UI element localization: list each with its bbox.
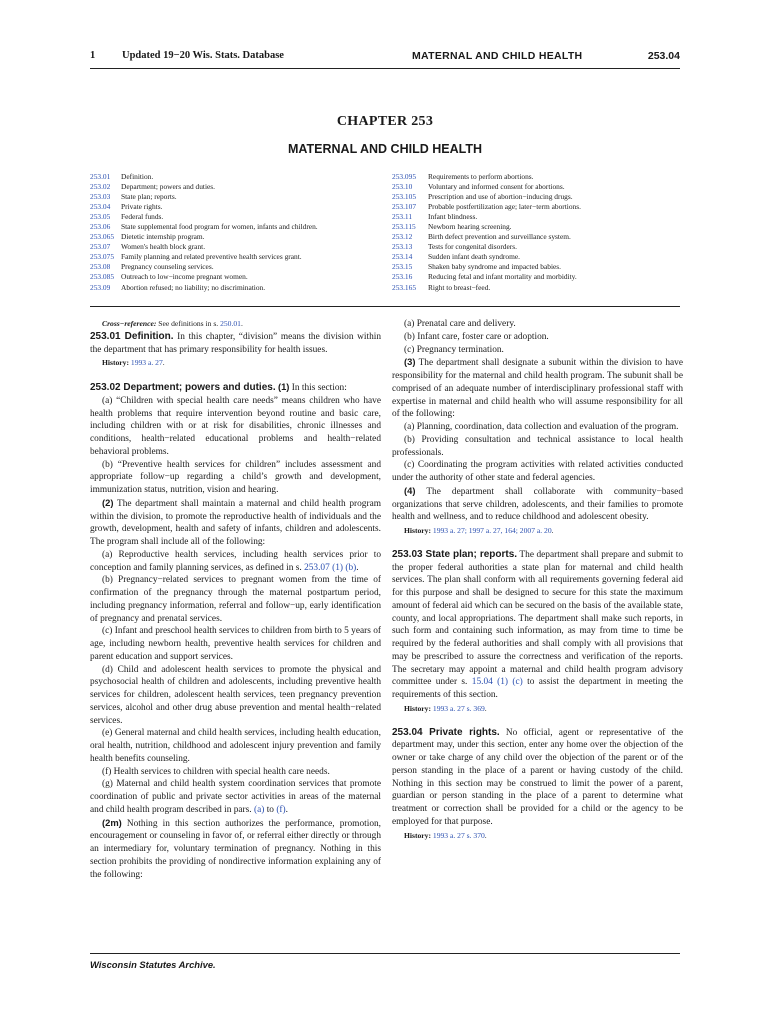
paragraph: (b) Providing consultation and technical assistance to local health professionals. (392, 434, 683, 458)
toc-entry[interactable] (90, 192, 318, 202)
toc-section-number[interactable]: 253.16 (392, 272, 413, 282)
toc-section-number[interactable]: 253.075 (90, 252, 115, 262)
toc-section-title: Women's health block grant. (121, 242, 206, 252)
toc-entry[interactable] (90, 232, 318, 242)
toc-entry[interactable] (392, 212, 581, 222)
cross-reference-link[interactable]: 250.01 (220, 319, 241, 328)
section-253-02: 253.02 Department; powers and duties. (1) In this section: (90, 381, 347, 393)
paragraph: (f) Health services to children with special health care needs. (102, 766, 330, 777)
toc-section-number[interactable]: 253.03 (90, 192, 111, 202)
paragraph: (e) General maternal and child health services, including health education, oral health, nutrition, childhood and adolescent injury prevention and family health benefits counseling. (90, 728, 381, 764)
toc-section-number[interactable]: 253.105 (392, 192, 417, 202)
toc-section-number[interactable]: 253.04 (90, 202, 111, 212)
toc-entry[interactable] (90, 202, 318, 212)
history-note: History: 1993 a. 27; 1997 a. 27, 164; 2007 a. 20. (404, 526, 554, 535)
toc-entry[interactable] (392, 262, 581, 272)
paragraph: (a) “Children with special health care needs” means children who have health problems that require intervention beyond routine and basic care, including children with or at risk for disabilities, chronic illnesses and conditions, health−related educational problems and health−related behavioral problems. (90, 395, 381, 457)
toc-section-number[interactable]: 253.06 (90, 222, 111, 232)
cross-reference: Cross−reference: See definitions in s. 250.01. (102, 319, 243, 328)
toc-section-number[interactable]: 253.09 (90, 282, 111, 292)
toc-entry[interactable] (392, 283, 581, 293)
toc-section-title: Right to breast−feed. (428, 282, 491, 292)
toc-section-title: Private rights. (121, 202, 163, 212)
toc-section-title: Probable postfertilization age; later−term abortions. (428, 202, 581, 212)
paragraph: (b) “Preventive health services for children” includes assessment and appropriate follow−up regarding a child’s growth and development, immunization status, nutrition, vision and hearing. (90, 459, 381, 495)
toc-section-number[interactable]: 253.13 (392, 242, 413, 252)
paragraph: (c) Pregnancy termination. (404, 344, 504, 355)
paragraph: (a) Prenatal care and delivery. (404, 319, 516, 329)
toc-section-number[interactable]: 253.05 (90, 212, 111, 222)
toc-section-number[interactable]: 253.07 (90, 242, 111, 252)
toc-entry[interactable] (90, 272, 318, 282)
toc-section-title: Family planning and related preventive health services grant. (121, 252, 302, 262)
toc-entry[interactable] (90, 283, 318, 293)
toc-section-title: Department; powers and duties. (121, 182, 215, 192)
toc-section-title: Abortion refused; no liability; no discrimination. (121, 282, 266, 292)
toc-section-title: Reducing fetal and infant mortality and morbidity. (428, 272, 577, 282)
toc-entry[interactable] (392, 232, 581, 242)
history-note: History: 1993 a. 27 s. 369. (404, 703, 487, 713)
toc-entry[interactable] (90, 262, 318, 272)
toc-section-number[interactable]: 253.12 (392, 232, 413, 242)
toc-section-title: Birth defect prevention and surveillance system. (428, 232, 571, 242)
left-column (90, 318, 381, 881)
statute-link[interactable]: (f) (276, 804, 286, 815)
paragraph: (b) Infant care, foster care or adoption. (404, 331, 549, 342)
paragraph: (3) The department shall designate a subunit within the division to have responsibility for the maternal and child health program. The subunit shall be comprised of an adequate number of interdisciplinary professional staff with expertise in maternal and child health who will assume responsibility for all of the following: (392, 356, 683, 420)
toc-entry[interactable] (90, 172, 318, 182)
section-heading: 253.04 Private rights. (392, 726, 500, 738)
toc-section-title: State plan; reports. (121, 192, 177, 202)
history-note: History: 1993 a. 27 s. 370. (404, 830, 487, 840)
toc-section-title: Pregnancy counseling services. (121, 262, 214, 272)
toc-entry[interactable] (392, 242, 581, 252)
toc-section-number[interactable]: 253.065 (90, 232, 115, 242)
toc-entry[interactable] (392, 222, 581, 232)
toc-section-number[interactable]: 253.085 (90, 272, 115, 282)
toc-section-title: Newborn hearing screening. (428, 222, 512, 232)
statute-link[interactable]: 15.04 (1) (c) (471, 677, 523, 688)
toc-section-number[interactable]: 253.107 (392, 202, 417, 212)
toc-section-number[interactable]: 253.02 (90, 182, 111, 192)
paragraph: (g) Maternal and child health system coordination services that promote coordination of public and private sector activities in areas of the maternal and child health program described in pars. (a) to (f). (90, 779, 381, 815)
section-heading: 253.01 Definition. (90, 330, 174, 342)
paragraph: (a) Planning, coordination, data collection and evaluation of the program. (404, 422, 679, 432)
toc-section-title: Shaken baby syndrome and impacted babies. (428, 262, 561, 272)
history-note: History: 1993 a. 27. (102, 358, 165, 368)
toc-section-number[interactable]: 253.15 (392, 262, 413, 272)
toc-section-title: Prescription and use of abortion−inducing drugs. (428, 192, 573, 202)
toc-entry[interactable] (392, 272, 581, 282)
header-rule (90, 68, 680, 69)
toc-section-title: Sudden infant death syndrome. (428, 252, 520, 262)
database-version: Updated 19−20 Wis. Stats. Database (122, 50, 284, 61)
toc-section-title: Requirements to perform abortions. (428, 172, 534, 181)
toc-entry[interactable] (392, 182, 581, 192)
toc-section-title: State supplemental food program for women, infants and children. (121, 222, 318, 232)
section-253-01: 253.01 Definition. In this chapter, “division” means the division within the department that has primary responsibility for health issues. (90, 330, 382, 355)
paragraph: (4) The department shall collaborate with community−based organizations that serve children, adolescents, and their families to promote health and wellness, and to reduce childhood and adolescent obesity. (392, 484, 683, 523)
footer-archive-label: Wisconsin Statutes Archive. (90, 959, 216, 970)
toc-section-title: Dietetic internship program. (121, 232, 205, 242)
toc-entry[interactable] (90, 182, 318, 192)
paragraph: (c) Coordinating the program activities with related activities conducted under the authority of other state and federal agencies. (392, 460, 683, 483)
section-heading: 253.03 State plan; reports. (392, 548, 518, 560)
toc-entry[interactable] (392, 172, 581, 182)
paragraph: (2m) Nothing in this section authorizes the performance, promotion, encouragement or counseling in favor of, or referral either directly or through an intermediary for, voluntary termination of pregnancy. Nothing in this section prohibits the providing of nondirective information explaining any of the following: (90, 816, 381, 880)
section-253-04: 253.04 Private rights. No official, agent or representative of the department may, under this section, enter any home over the objection of the owner or take charge of any child over the objection of the parent or of the person standing in the place of a parent or having custody of the child. Nothing in this section may be construed to limit the power of a parent, guardian or person standing in the place of a parent to determine what treatment or correction shall be provided for a child or the agency to be employed for that purpose. (392, 726, 683, 827)
toc-section-title: Outreach to low−income pregnant women. (121, 272, 248, 282)
paragraph: (b) Pregnancy−related services to pregnant women from the time of confirmation of the pregnancy through the maternal postpartum period, including pregnancy information, referral and follow−up, early identification of pregnancy and prenatal services. (90, 575, 381, 624)
paragraph: (2) The department shall maintain a maternal and child health program within the division, to promote the reproductive health of individuals and the growth, development, health and safety of infants, children and adolescents. The program shall include all of the following: (90, 496, 381, 547)
running-title: MATERNAL AND CHILD HEALTH (412, 50, 583, 62)
running-section: 253.04 (647, 50, 680, 62)
toc-entry[interactable] (90, 242, 318, 252)
toc-section-number[interactable]: 253.095 (392, 172, 417, 181)
section-heading: 253.02 Department; powers and duties. (90, 382, 276, 393)
statute-link[interactable]: 253.07 (1) (b) (304, 562, 357, 573)
toc-section-number[interactable]: 253.11 (392, 212, 413, 222)
toc-section-number[interactable]: 253.08 (90, 262, 111, 272)
toc-section-title: Voluntary and informed consent for abortions. (428, 182, 565, 192)
paragraph: (c) Infant and preschool health services to children from birth to 5 years of age, including newborn health, preventive health services for children and parent education and support services. (90, 626, 381, 662)
contents-rule (90, 306, 680, 307)
footer-rule (90, 953, 680, 954)
chapter-number: CHAPTER 253 (336, 114, 434, 129)
toc-entry[interactable] (392, 202, 581, 212)
toc-section-title: Tests for congenital disorders. (428, 242, 517, 252)
contents-left (90, 172, 318, 293)
statute-link[interactable]: (a) (253, 804, 265, 815)
running-header (90, 50, 680, 66)
toc-section-title: Infant blindness. (428, 212, 478, 222)
paragraph: (d) Child and adolescent health services to promote the physical and psychosocial health of children and adolescents, including preventive health services for children, adolescent health services, teen pregnancy prevention services, alcohol and other drug abuse prevention and mental health−related services. (90, 664, 381, 726)
toc-entry[interactable] (392, 192, 581, 202)
toc-section-number[interactable]: 253.14 (392, 252, 413, 262)
chapter-title: MATERNAL AND CHILD HEALTH (288, 142, 482, 156)
toc-entry[interactable] (90, 222, 318, 232)
toc-entry[interactable] (392, 252, 581, 262)
toc-entry[interactable] (90, 252, 318, 262)
paragraph: (a) Reproductive health services, including health services prior to conception and family planning services, as defined in s. 253.07 (1) (b). (90, 549, 381, 573)
toc-section-number[interactable]: 253.165 (392, 282, 417, 292)
contents-right (392, 172, 581, 293)
toc-section-title: Federal funds. (121, 212, 164, 222)
toc-section-number[interactable]: 253.115 (392, 222, 416, 232)
toc-section-title: Definition. (121, 172, 154, 181)
toc-section-number[interactable]: 253.01 (90, 172, 111, 181)
section-253-03: 253.03 State plan; reports. The department shall prepare and submit to the proper federal authorities a state plan for maternal and child health services. The plan shall conform with all requirements governing federal aid for this purpose and shall be designed to secure for this state the maximum amount of federal aid which can be secured on the basis of the available state, county, and local appropriations. The department shall make such reports, in such form and containing such information, as may from time to time be required by the federal authorities and shall comply with all provisions that may be prescribed to assure the correctness and verification of the reports. The secretary may appoint a maternal and child health program advisory committee under s. 15.04 (1) (c) to assist the department in meeting the requirements of this section. (392, 548, 684, 700)
toc-section-number[interactable]: 253.10 (392, 182, 413, 192)
right-column (392, 318, 683, 845)
toc-entry[interactable] (90, 212, 318, 222)
page-number: 1 (90, 50, 96, 61)
